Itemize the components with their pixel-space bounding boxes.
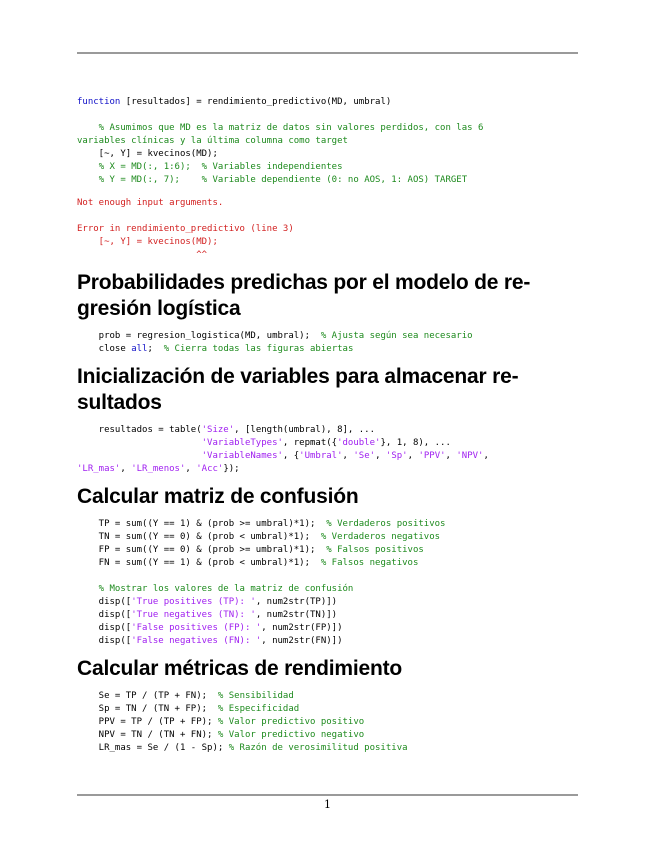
code-string: 'PPV' [418, 451, 446, 461]
section-title-inicializacion: Inicialización de variables para almacenar re- sultados [77, 365, 519, 414]
code-fragment: , num2str(TN)]) [255, 610, 338, 620]
code-string: 'NPV' [456, 451, 484, 461]
code-fragment: , num2str(FN)]) [261, 636, 343, 646]
code-line: TP = sum((Y == 1) & (prob >= umbral)*1); [77, 519, 327, 529]
code-string: 'double' [337, 438, 381, 448]
code-string: 'VariableNames' [201, 451, 283, 461]
code-fragment: disp([ [77, 636, 132, 646]
code-fragment: resultados = table( [77, 425, 202, 435]
code-fragment: }, 1, 8), ... [380, 438, 451, 448]
code-fragment: , [120, 464, 132, 474]
code-block-confusion [77, 518, 577, 648]
error-caret: ^^ [77, 250, 208, 260]
code-comment: % X = MD(:, 1:6); % Variables independientes [98, 162, 343, 172]
code-fragment: , [342, 451, 354, 461]
code-fragment: , [407, 451, 419, 461]
code-string: 'True negatives (TN): ' [131, 610, 256, 620]
code-fragment: , [length(umbral), 8], ... [234, 425, 376, 435]
code-block-function [77, 96, 577, 187]
code-comment: % Especificidad [217, 704, 300, 714]
bottom-rule [77, 794, 578, 796]
code-comment: % Valor predictivo positivo [217, 717, 365, 727]
code-line: NPV = TN / (TN + FN); [77, 730, 218, 740]
section-title-probabilidades: Probabilidades predichas por el modelo de re- gresión logística [77, 271, 531, 320]
error-line: [~, Y] = kvecinos(MD); [77, 237, 218, 247]
code-comment: % Verdaderos negativos [320, 532, 441, 542]
code-comment: variables clínicas y la última columna como target [77, 136, 348, 146]
code-line: [resultados] = rendimiento_predictivo(MD, umbral) [120, 97, 392, 107]
code-line: Sp = TN / (TN + FP); [77, 704, 218, 714]
code-line: close [77, 344, 132, 354]
code-line: PPV = TP / (TP + FP); [77, 717, 218, 727]
code-string: 'LR_menos' [131, 464, 186, 474]
code-comment: % Falsos positivos [326, 545, 424, 555]
keyword-all: all [131, 344, 148, 354]
code-fragment: , [375, 451, 386, 461]
keyword-function: function [77, 97, 121, 107]
code-string: 'False negatives (FN): ' [131, 636, 262, 646]
code-comment: % Mostrar los valores de la matriz de confusión [77, 584, 354, 594]
code-fragment: disp([ [77, 610, 132, 620]
code-line: FN = sum((Y == 1) & (prob < umbral)*1); [77, 558, 321, 568]
code-line: [~, Y] = kvecinos(MD); [77, 149, 218, 159]
code-line: LR_mas = Se / (1 - Sp); [77, 743, 229, 753]
code-fragment: }); [223, 464, 240, 474]
code-block-table [77, 424, 577, 476]
code-indent [77, 162, 99, 172]
code-block-metricas [77, 690, 577, 755]
code-line: TN = sum((Y == 0) & (prob < umbral)*1); [77, 532, 321, 542]
code-string: 'Sp' [385, 451, 408, 461]
code-fragment [77, 438, 202, 448]
code-string: 'True positives (TP): ' [131, 597, 256, 607]
code-fragment: , repmat({ [282, 438, 338, 448]
code-string: 'Se' [353, 451, 376, 461]
code-comment: % Razón de verosimilitud positiva [228, 743, 408, 753]
error-line: Not enough input arguments. [77, 198, 224, 208]
code-comment: % Asumimos que MD es la matriz de datos sin valores perdidos, con las 6 [77, 123, 484, 133]
page-number: 1 [324, 798, 331, 811]
error-line: Error in rendimiento_predictivo (line 3) [77, 224, 294, 234]
code-fragment: disp([ [77, 623, 132, 633]
code-fragment: , [185, 464, 197, 474]
code-block-prob [77, 330, 577, 356]
code-fragment: , num2str(FP)]) [261, 623, 343, 633]
code-fragment: disp([ [77, 597, 132, 607]
code-string: 'LR_mas' [77, 464, 121, 474]
code-string: 'Size' [201, 425, 235, 435]
code-line: ; [147, 344, 164, 354]
top-rule [77, 52, 578, 54]
code-line: prob = regresion_logistica(MD, umbral); [77, 331, 321, 341]
section-title-metricas: Calcular métricas de rendimiento [77, 657, 403, 680]
code-fragment: , num2str(TP)]) [255, 597, 338, 607]
code-comment: % Verdaderos positivos [326, 519, 446, 529]
section-title-matriz-confusion: Calcular matriz de confusión [77, 485, 359, 508]
code-fragment [77, 451, 202, 461]
code-comment: % Y = MD(:, 7); % Variable dependiente (0: no AOS, 1: AOS) TARGET [98, 175, 468, 185]
code-string: 'Umbral' [299, 451, 343, 461]
code-comment: % Cierra todas las figuras abiertas [163, 344, 354, 354]
code-line: FP = sum((Y == 0) & (prob >= umbral)*1); [77, 545, 327, 555]
code-comment: % Falsos negativos [320, 558, 419, 568]
code-comment: % Ajusta según sea necesario [320, 331, 473, 341]
code-fragment: , [483, 451, 489, 461]
code-string: 'False positives (FP): ' [131, 623, 262, 633]
code-comment: % Valor predictivo negativo [217, 730, 365, 740]
code-comment: % Sensibilidad [217, 691, 294, 701]
document-body [77, 96, 577, 755]
code-line: Se = TP / (TP + FN); [77, 691, 218, 701]
code-fragment: , [445, 451, 457, 461]
code-fragment: , { [282, 451, 300, 461]
code-indent [77, 175, 99, 185]
code-string: 'VariableTypes' [201, 438, 283, 448]
code-string: 'Acc' [196, 464, 224, 474]
error-output [77, 197, 577, 262]
